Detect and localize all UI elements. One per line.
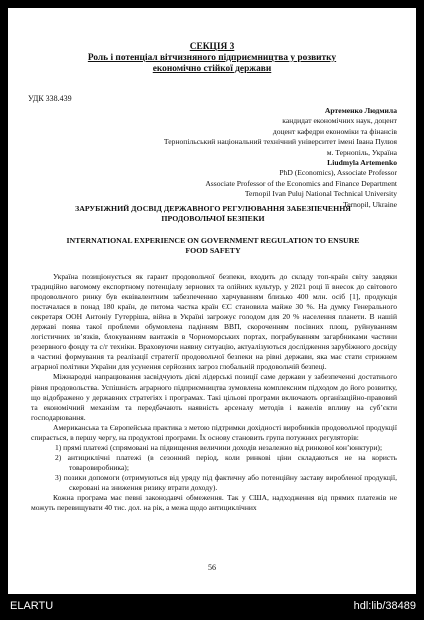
- article-body: [31, 272, 397, 513]
- article-title-en: [38, 236, 388, 256]
- page-number: 56: [208, 563, 216, 572]
- list-item: 3) позики допомоги (отримуються від уряду під фактичну або потенційну заставу виробленої продукції, скеровані на зниження ризику втрати доходу).: [55, 472, 397, 492]
- section-label: СЕКЦІЯ 3: [189, 42, 235, 52]
- author-position-ua: доцент кафедри економіки та фінансів: [272, 126, 397, 136]
- article-title-ua: [38, 204, 388, 224]
- article-title-en-line-1: INTERNATIONAL EXPERIENCE ON GOVERNMENT REGULATION TO ENSURE: [66, 236, 360, 245]
- author-block: [17, 106, 397, 210]
- author-name-en: Liudmyla Artemenko: [327, 158, 397, 168]
- article-title-ua-line-2: ПРОДОВОЛЬЧОЇ БЕЗПЕКИ: [161, 214, 265, 224]
- section-title-line-1: Роль і потенціал вітчизняного підприємництва у розвитку: [87, 53, 337, 63]
- section-header: [8, 42, 416, 75]
- author-city-en: Ternopil, Ukraine: [343, 199, 397, 209]
- author-name-ua: Артеменко Людмила: [324, 106, 397, 115]
- paragraph: Україна позиціонується як гарант продовольчої безпеки, входить до складу топ-країн світу завдяки традиційно вагомому експортному потенціалу зернових та олійних культур, у 2021 році її внесок до світового продовольчого ринку був еквівалентним забезпеченню харчуванням близько 400 млн. осіб [1], продукція постачалася в понад 180 країн, де питома частка країн ЄС становила майже 30 %. На думку Генерального секретаря ООН Антоніу Гутерріша, війна в Україні загрожує голодом для 20 % населення планети. В нашій державі поява такої проблеми обумовлена падінням ВВП, скороченням посівних площ, руйнуванням логістичних зв’язків, блокуванням вантажів в Чорноморських портах, пограбуванням загарбниками частини резервного фонду та с/г техніки. Враховуючи наявну ситуацію, актуалізуються дослідження зарубіжного досвіду в частині формування та реалізації стратегії продовольчої безпеки на рівні держави, яка має стати стрижнем аграрної політики України для усунення серйозних загроз глобальній продовольчій безпеці.: [31, 272, 397, 372]
- footer-bar: [0, 594, 424, 620]
- list-item: 1) прямі платежі (спрямовані на підвищення величини доходів незалежно від ринкової кон’юнктури);: [55, 442, 383, 452]
- author-affiliation-ua: Тернопільський національний технічний університет імені Івана Пулюя: [163, 137, 397, 147]
- author-affiliation-en: Ternopil Ivan Puluj National Technical University: [244, 189, 397, 199]
- footer-repository-label: ELARTU: [10, 600, 54, 612]
- author-position-en: Associate Professor of the Economics and Finance Department: [205, 178, 397, 188]
- footer-handle-label: hdl:lib/38489: [353, 600, 416, 612]
- paragraph: Американська та Європейська практика з метою підтримки дохідності виробників продовольчої продукції спирається, в першу чергу, на продуктові програми. Їх основу становить група потужних регуляторів:: [31, 422, 397, 442]
- article-title-ua-line-1: ЗАРУБІЖНИЙ ДОСВІД ДЕРЖАВНОГО РЕГУЛЮВАННЯ ЗАБЕЗПЕЧЕННЯ: [75, 204, 351, 213]
- list-item: 2) антициклічні платежі (в сезонний період, коли ринкові ціни складаються не на користь товаровиробника);: [55, 452, 397, 472]
- paragraph: Міжнародні напрацювання засвідчують дієві лідерські позиції саме держави у забезпеченні достатнього рівня продовольства. Успішність аграрного підприємництва зумовлена комплексним підходом до його розвитку, що відображено у державних стратегіях і програмах. Такі цільові програми включають організаційно-правовий та економічний механізм та передбачають наявність арсеналу методів і важелів впливу на суб’єкти господарювання.: [31, 372, 397, 422]
- document-page: [8, 8, 416, 594]
- author-degree-ua: кандидат економічних наук, доцент: [282, 116, 397, 126]
- article-title-en-line-2: FOOD SAFETY: [185, 246, 241, 256]
- author-degree-en: PhD (Economics), Associate Professor: [279, 168, 397, 178]
- section-title-line-2: економічно стійкої держави: [152, 64, 272, 74]
- author-city-ua: м. Тернопіль, Україна: [326, 147, 397, 157]
- udk-code: УДК 338.439: [28, 94, 72, 103]
- paragraph: Кожна програма має певні законодавчі обмеження. Так у США, надходження від прямих платежів не можуть перевищувати 40 тис. дол. на рік, а межа щодо антициклічних: [31, 493, 397, 513]
